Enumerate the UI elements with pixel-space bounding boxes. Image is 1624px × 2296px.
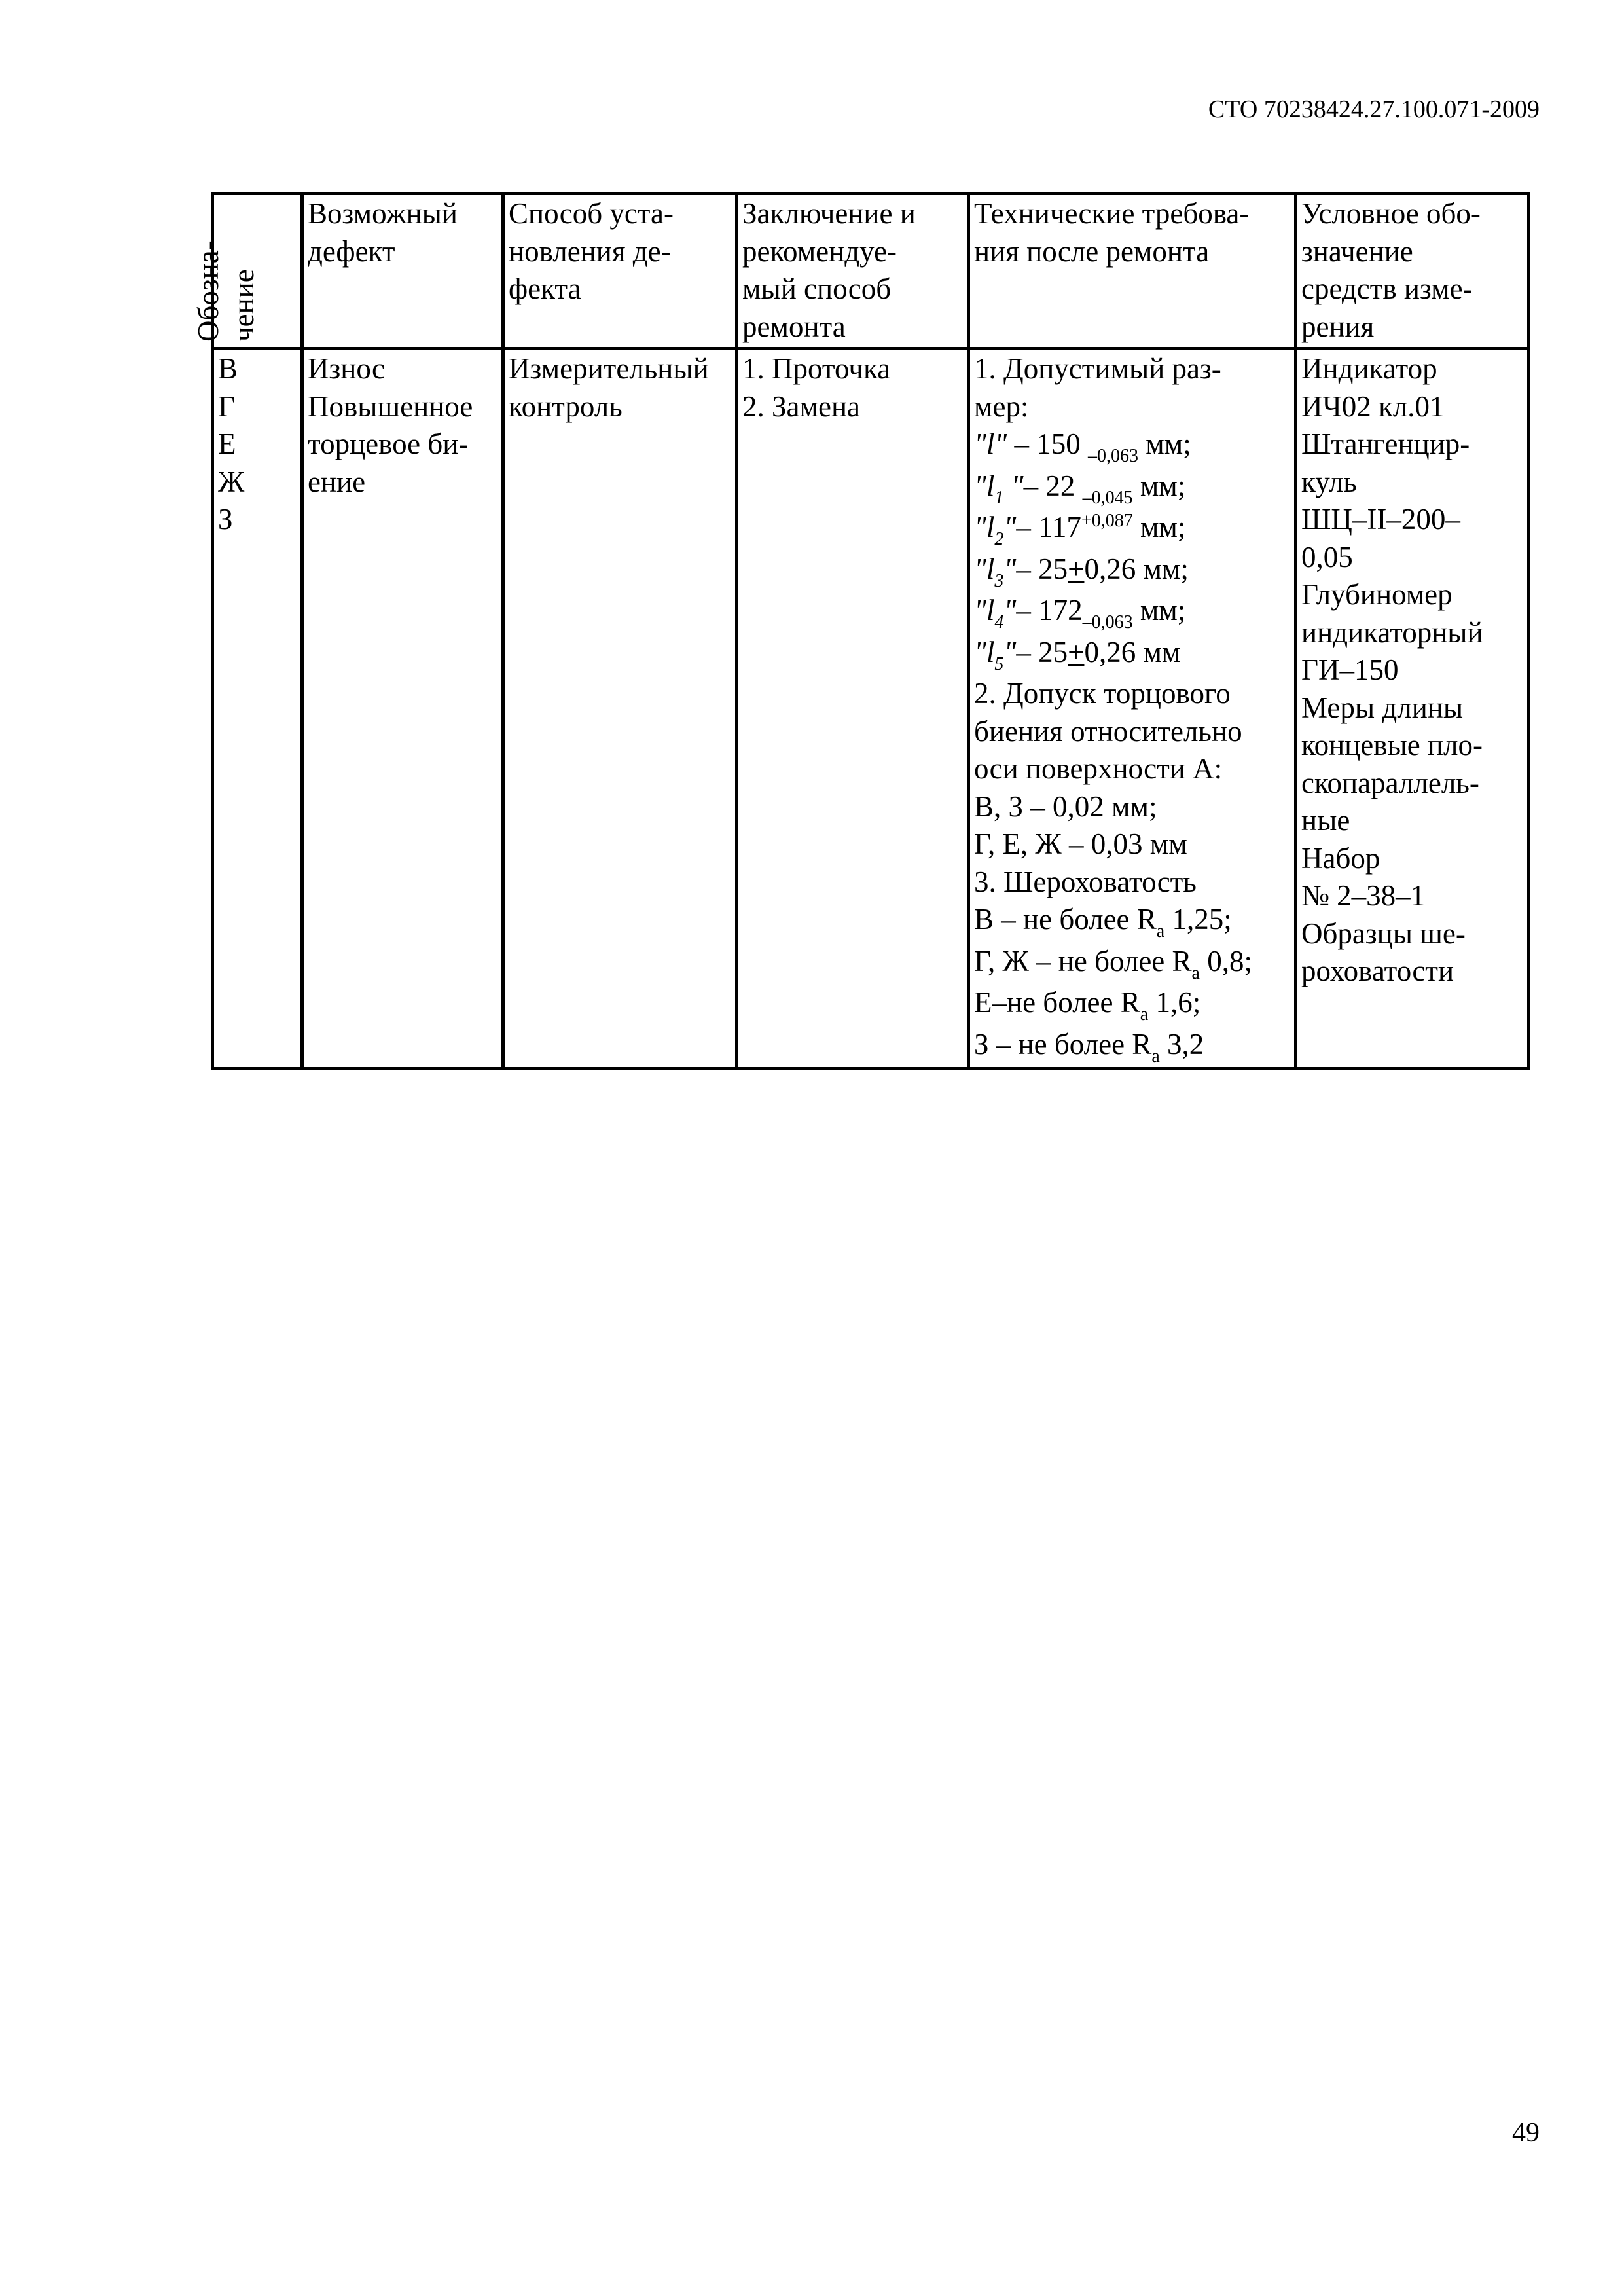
roughness-title: 3. Шероховатость — [974, 865, 1197, 898]
header-designation-text: Обозна- чение — [192, 240, 260, 342]
cell-defects: Износ Повышенное торцевое би- ение — [302, 349, 503, 1069]
defects-table — [192, 192, 1530, 1070]
header-defect: Возможный дефект — [302, 194, 503, 349]
dimension-l4: "$l_4"-$ $172_{-0,063}$ мм; — [974, 594, 1186, 632]
dimension-l1: "$l_1$ "– 22 $_{-0,045}$ мм; — [974, 469, 1186, 508]
header-instruments: Условное обо- значение средств изме- рения — [1296, 194, 1529, 349]
table-row — [213, 349, 1529, 1069]
roughness-line: З – не более $R_a$ 3,2 — [974, 1027, 1204, 1066]
header-designation — [192, 194, 302, 349]
document-code: СТО 70238424.27.100.071-2009 — [1208, 96, 1540, 123]
header-requirements: Технические требова- ния после ремонта — [969, 194, 1296, 349]
cell-conclusion: 1. Проточка 2. Замена — [737, 349, 969, 1069]
cell-designations: В Г Е Ж З — [213, 349, 302, 1069]
dimension-l3: "$l_3"-$ 25+0,26 мм; — [974, 552, 1189, 591]
header-conclusion: Заключение и рекомендуе- мый способ ремонта — [737, 194, 969, 349]
cell-instruments: Индикатор ИЧ02 кл.01 Штангенцир- куль ШЦ–II–200– 0,05 Глубиномер индикаторный ГИ–150 Меры длины концевые пло- скопараллель- ные Набор № 2–38–1 Образцы ше- роховатости — [1296, 349, 1529, 1069]
dimension-l: "l" – 150 $_{-0,063}$ мм; — [974, 428, 1191, 466]
table-header-row — [213, 194, 1529, 349]
roughness-line: Г, Ж – не более $R_a$ 0,8; — [974, 944, 1252, 983]
cell-method: Измерительный контроль — [503, 349, 737, 1069]
cell-requirements: 1. Допустимый раз- мер: "l" – 150 $_{-0,063}$ мм; "$l_1$ "– 22 $_{-0,045}$ мм; "$l_2"-$ $117^{+0,087}$ мм; "$l_3"-$ 25+0,26 мм; "$l_4"-$ $172_{-0,063}$ мм; "$l_5"-$ 25+0,26 мм 2. Допуск торцового биения относительно оси поверхности А: В, З – 0,02 мм; Г, Е, Ж – 0,03 мм 3. Шероховатость В – не более $R_a$ 1,25; Г, Ж – не более $R_a$ 0,8; Е–не более $R_a$ 1,6; З – не более $R_a$ 3,2 — [969, 349, 1296, 1069]
page-number: 49 — [1512, 2118, 1540, 2148]
dimension-l5: "$l_5"-$ 25+0,26 мм — [974, 635, 1181, 674]
roughness-line: Е–не более $R_a$ 1,6; — [974, 986, 1201, 1025]
header-method: Способ уста- новления де- фекта — [503, 194, 737, 349]
dimension-l2: "$l_2"-$ $117^{+0,087}$ мм; — [974, 511, 1186, 549]
roughness-line: В – не более $R_a$ 1,25; — [974, 903, 1232, 941]
